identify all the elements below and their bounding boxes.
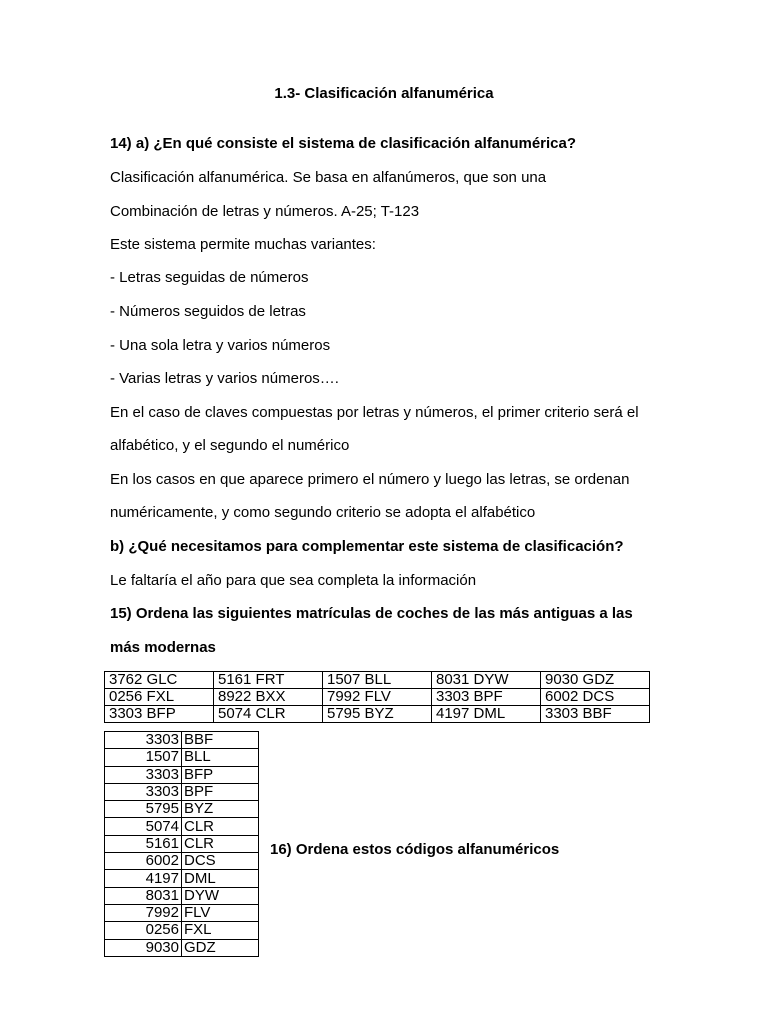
plate-number: 3303 [105, 732, 182, 749]
answer-line: numéricamente, y como segundo criterio se adopta el alfabético [110, 504, 536, 521]
answer-line: - Números seguidos de letras [110, 303, 306, 320]
plate-letters: BLL [182, 749, 259, 766]
table-cell: 6002 DCS [541, 689, 650, 706]
table-row [105, 922, 259, 939]
plate-letters: BBF [182, 732, 259, 749]
plate-letters: DYW [182, 887, 259, 904]
plate-letters: BPF [182, 783, 259, 800]
table-row [105, 853, 259, 870]
table-cell: 8031 DYW [432, 672, 541, 689]
answer-line: - Una sola letra y varios números [110, 337, 331, 354]
table-cell: 1507 BLL [323, 672, 432, 689]
plate-letters: BYZ [182, 801, 259, 818]
table-cell: 5795 BYZ [323, 706, 432, 723]
answer-line: - Varias letras y varios números…. [110, 370, 339, 387]
table-cell: 8922 BXX [214, 689, 323, 706]
plate-number: 5074 [105, 818, 182, 835]
table-row [105, 672, 650, 689]
table-row [105, 801, 259, 818]
plate-letters: CLR [182, 835, 259, 852]
plate-letters: CLR [182, 818, 259, 835]
answer-line: Este sistema permite muchas variantes: [110, 236, 376, 253]
table-row [105, 818, 259, 835]
plate-number: 1507 [105, 749, 182, 766]
plates-table [104, 671, 650, 723]
page-title: 1.3- Clasificación alfanumérica [274, 85, 494, 102]
question-15-line2: más modernas [110, 639, 216, 656]
answer-line: Combinación de letras y números. A-25; T-123 [110, 203, 420, 220]
plate-number: 8031 [105, 887, 182, 904]
question-14b: b) ¿Qué necesitamos para complementar este sistema de clasificación? [110, 538, 624, 555]
table-cell: 5161 FRT [214, 672, 323, 689]
plate-letters: DCS [182, 853, 259, 870]
answer-line: - Letras seguidas de números [110, 269, 309, 286]
plate-number: 5161 [105, 835, 182, 852]
sorted-plates-table [104, 731, 259, 957]
answer-line: alfabético, y el segundo el numérico [110, 437, 350, 454]
answer-line: En el caso de claves compuestas por letras y números, el primer criterio será el [110, 404, 639, 421]
table-cell: 3303 BBF [541, 706, 650, 723]
question-14a: 14) a) ¿En qué consiste el sistema de clasificación alfanumérica? [110, 135, 577, 152]
question-16: 16) Ordena estos códigos alfanuméricos [270, 841, 560, 858]
table-cell: 3303 BPF [432, 689, 541, 706]
table-cell: 7992 FLV [323, 689, 432, 706]
table-cell: 5074 CLR [214, 706, 323, 723]
plate-number: 6002 [105, 853, 182, 870]
table-row [105, 939, 259, 956]
plate-number: 3303 [105, 783, 182, 800]
plate-letters: DML [182, 870, 259, 887]
table-cell: 3303 BFP [105, 706, 214, 723]
table-cell: 4197 DML [432, 706, 541, 723]
answer-line: Clasificación alfanumérica. Se basa en alfanúmeros, que son una [110, 169, 547, 186]
table-row [105, 887, 259, 904]
table-row [105, 783, 259, 800]
table-cell: 0256 FXL [105, 689, 214, 706]
table-row [105, 689, 650, 706]
question-15-line1: 15) Ordena las siguientes matrículas de coches de las más antiguas a las [110, 605, 633, 622]
table-row [105, 870, 259, 887]
plate-number: 0256 [105, 922, 182, 939]
plate-letters: GDZ [182, 939, 259, 956]
table-cell: 9030 GDZ [541, 672, 650, 689]
plate-letters: BFP [182, 766, 259, 783]
table-row [105, 766, 259, 783]
answer-line: En los casos en que aparece primero el número y luego las letras, se ordenan [110, 471, 630, 488]
table-cell: 3762 GLC [105, 672, 214, 689]
plate-number: 7992 [105, 904, 182, 921]
plate-number: 4197 [105, 870, 182, 887]
table-row [105, 732, 259, 749]
plate-number: 3303 [105, 766, 182, 783]
plate-number: 5795 [105, 801, 182, 818]
plate-letters: FLV [182, 904, 259, 921]
plate-number: 9030 [105, 939, 182, 956]
table-row [105, 749, 259, 766]
table-row [105, 706, 650, 723]
plate-letters: FXL [182, 922, 259, 939]
answer-14b: Le faltaría el año para que sea completa la información [110, 572, 477, 589]
table-row [105, 835, 259, 852]
table-row [105, 904, 259, 921]
